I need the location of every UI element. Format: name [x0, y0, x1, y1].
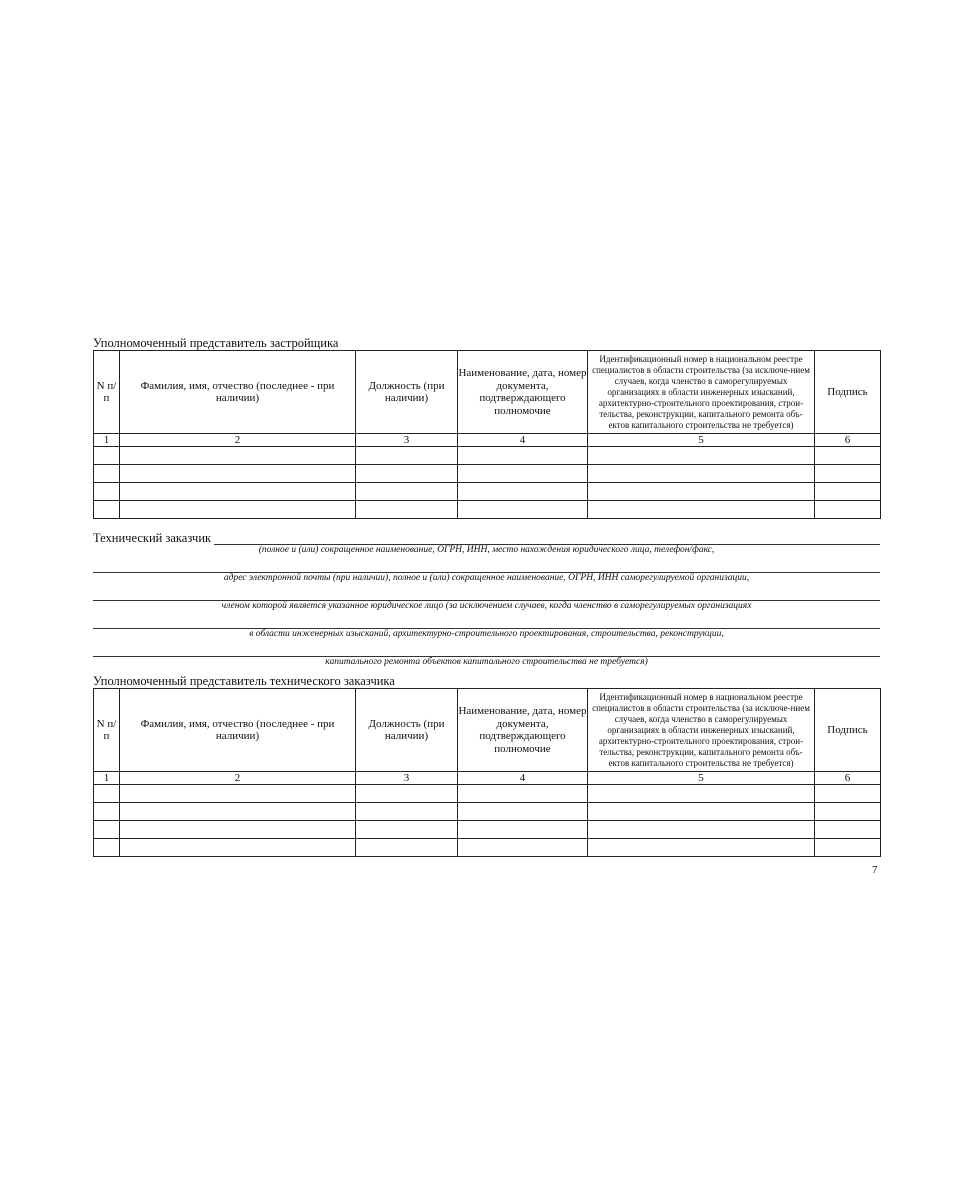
technical-customer-hint: адрес электронной почты (при наличии), полное и (или) сокращенное наименование, ОГРН, ИНН саморегулируемой организации,	[223, 573, 750, 583]
column-header-id-number: Идентификационный номер в национальном реестре специалистов в области строительства (за исключе-нием случаев, когда членство в саморегулируемых организациях в области инженерных изысканий, архитектурно-строительного проектирования, строи-тельства, реконструкции, капитального ремонта объ-ектов капитального строительства не требуется)	[588, 689, 815, 772]
table-cell[interactable]	[94, 803, 120, 821]
table-cell[interactable]	[458, 803, 588, 821]
table-cell[interactable]	[588, 501, 815, 519]
table-cell[interactable]	[94, 821, 120, 839]
table-cell[interactable]	[458, 501, 588, 519]
table-cell[interactable]	[120, 465, 356, 483]
table-cell[interactable]	[458, 785, 588, 803]
table-cell[interactable]	[94, 465, 120, 483]
column-number: 3	[356, 772, 458, 785]
table-cell[interactable]	[815, 821, 881, 839]
technical-customer-hint: капитального ремонта объектов капитального строительства не требуется)	[325, 657, 648, 667]
technical-customer-hint: в области инженерных изысканий, архитектурно-строительного проектирования, строительства, реконструкции,	[249, 629, 724, 639]
table-cell[interactable]	[94, 483, 120, 501]
table-cell[interactable]	[120, 803, 356, 821]
table-cell[interactable]	[356, 447, 458, 465]
table-cell[interactable]	[94, 501, 120, 519]
table-row	[94, 501, 881, 519]
table-cell[interactable]	[356, 839, 458, 857]
table-header-row	[94, 689, 881, 772]
table-cell[interactable]	[588, 465, 815, 483]
section-title-developer-representative: Уполномоченный представитель застройщика	[93, 336, 339, 350]
column-number-row	[94, 772, 881, 785]
column-number: 5	[588, 772, 815, 785]
table-cell[interactable]	[356, 803, 458, 821]
column-header-full-name: Фамилия, имя, отчество (последнее - при наличии)	[120, 351, 356, 434]
table-cell[interactable]	[588, 821, 815, 839]
table-cell[interactable]	[120, 839, 356, 857]
table-cell[interactable]	[588, 447, 815, 465]
column-number: 5	[588, 434, 815, 447]
table-row	[94, 839, 881, 857]
developer-representative-table	[93, 350, 881, 519]
column-number: 1	[94, 434, 120, 447]
column-header-signature: Подпись	[815, 351, 881, 434]
table-cell[interactable]	[588, 803, 815, 821]
table-cell[interactable]	[815, 501, 881, 519]
table-row	[94, 447, 881, 465]
table-cell[interactable]	[120, 483, 356, 501]
column-number: 1	[94, 772, 120, 785]
table-cell[interactable]	[120, 501, 356, 519]
table-cell[interactable]	[815, 839, 881, 857]
column-header-number: N п/п	[94, 689, 120, 772]
table-cell[interactable]	[458, 821, 588, 839]
table-cell[interactable]	[588, 839, 815, 857]
section-title-technical-customer-representative: Уполномоченный представитель технического заказчика	[93, 674, 395, 688]
column-number: 6	[815, 434, 881, 447]
column-number-row	[94, 434, 881, 447]
table-cell[interactable]	[815, 465, 881, 483]
table-cell[interactable]	[815, 483, 881, 501]
column-header-number: N п/п	[94, 351, 120, 434]
table-cell[interactable]	[815, 785, 881, 803]
table-cell[interactable]	[356, 501, 458, 519]
table-cell[interactable]	[458, 839, 588, 857]
table-cell[interactable]	[458, 483, 588, 501]
table-cell[interactable]	[815, 803, 881, 821]
table-cell[interactable]	[356, 483, 458, 501]
technical-customer-hint: членом которой является указанное юридическое лицо (за исключением случаев, когда членство в саморегулируемых организациях	[221, 601, 752, 611]
table-cell[interactable]	[94, 447, 120, 465]
table-cell[interactable]	[356, 465, 458, 483]
column-header-id-number: Идентификационный номер в национальном реестре специалистов в области строительства (за исключе-нием случаев, когда членство в саморегулируемых организациях в области инженерных изысканий, архитектурно-строительного проектирования, строи-тельства, реконструкции, капитального ремонта объ-ектов капитального строительства не требуется)	[588, 351, 815, 434]
technical-customer-label: Технический заказчик	[93, 531, 212, 545]
table-header-row	[94, 351, 881, 434]
column-number: 3	[356, 434, 458, 447]
table-cell[interactable]	[458, 465, 588, 483]
table-row	[94, 483, 881, 501]
table-cell[interactable]	[94, 839, 120, 857]
table-row	[94, 821, 881, 839]
technical-customer-hint: (полное и (или) сокращенное наименование, ОГРН, ИНН, место нахождения юридического лица, телефон/факс,	[258, 545, 715, 555]
table-row	[94, 465, 881, 483]
column-header-full-name: Фамилия, имя, отчество (последнее - при наличии)	[120, 689, 356, 772]
column-header-document: Наименование, дата, номер документа, подтверждающего полномочие	[458, 351, 588, 434]
table-cell[interactable]	[120, 821, 356, 839]
column-number: 2	[120, 772, 356, 785]
table-cell[interactable]	[120, 785, 356, 803]
technical-customer-representative-table	[93, 688, 881, 857]
column-header-signature: Подпись	[815, 689, 881, 772]
table-row	[94, 803, 881, 821]
table-cell[interactable]	[588, 785, 815, 803]
table-cell[interactable]	[815, 447, 881, 465]
table-cell[interactable]	[458, 447, 588, 465]
table-cell[interactable]	[356, 785, 458, 803]
table-cell[interactable]	[120, 447, 356, 465]
page-number: 7	[872, 864, 878, 876]
table-cell[interactable]	[356, 821, 458, 839]
column-number: 2	[120, 434, 356, 447]
table-cell[interactable]	[94, 785, 120, 803]
column-header-document: Наименование, дата, номер документа, подтверждающего полномочие	[458, 689, 588, 772]
column-number: 4	[458, 772, 588, 785]
table-cell[interactable]	[588, 483, 815, 501]
column-number: 4	[458, 434, 588, 447]
column-header-position: Должность (при наличии)	[356, 689, 458, 772]
table-row	[94, 785, 881, 803]
column-number: 6	[815, 772, 881, 785]
column-header-position: Должность (при наличии)	[356, 351, 458, 434]
